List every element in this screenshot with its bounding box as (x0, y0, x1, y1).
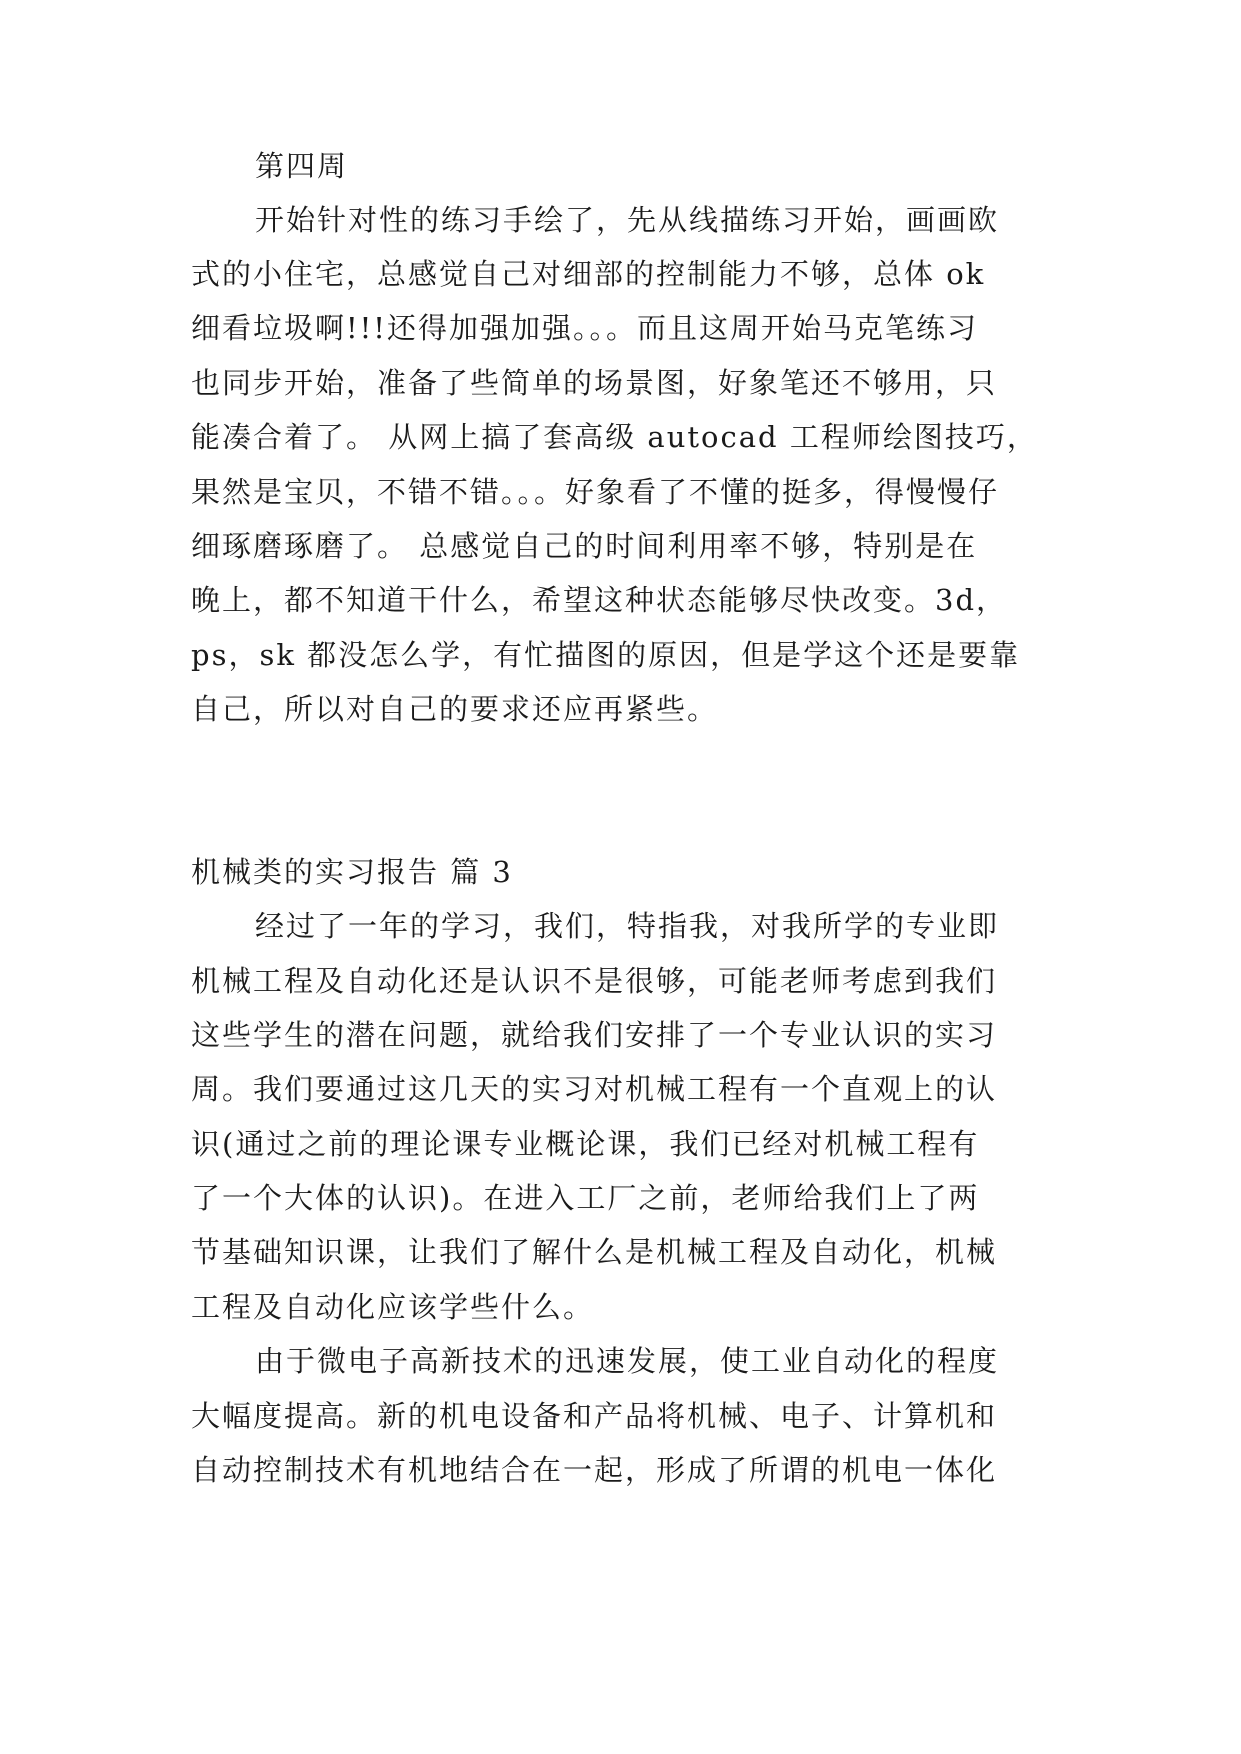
week4-line: 细看垃圾啊!!!还得加强加强。。。而且这周开始马克笔练习 (191, 311, 978, 345)
week4-line: ps，sk 都没怎么学，有忙描图的原因，但是学这个还是要靠 (191, 638, 1021, 672)
report3-p1-line: 节基础知识课，让我们了解什么是机械工程及自动化，机械 (191, 1235, 998, 1269)
week4-heading: 第四周 (255, 149, 349, 183)
week4-line: 也同步开始，准备了些简单的场景图，好象笔还不够用，只 (191, 366, 998, 400)
week4-line: 式的小住宅，总感觉自己对细部的控制能力不够，总体 ok (191, 257, 986, 291)
report3-p1-line: 经过了一年的学习，我们，特指我，对我所学的专业即 (255, 909, 1000, 943)
report3-p2-line: 自动控制技术有机地结合在一起，形成了所谓的机电一体化 (191, 1453, 998, 1487)
report3-p1-line: 工程及自动化应该学些什么。 (191, 1290, 595, 1324)
week4-line: 能凑合着了。 从网上搞了套高级 autocad 工程师绘图技巧， (191, 420, 1038, 454)
week4-line: 开始针对性的练习手绘了，先从线描练习开始，画画欧 (255, 203, 1000, 237)
report3-p1-line: 这些学生的潜在问题，就给我们安排了一个专业认识的实习 (191, 1018, 998, 1052)
week4-line: 晚上，都不知道干什么，希望这种状态能够尽快改变。3d， (191, 583, 1008, 617)
week4-line: 细琢磨琢磨了。 总感觉自己的时间利用率不够，特别是在 (191, 529, 978, 563)
report3-p1-line: 识(通过之前的理论课专业概论课，我们已经对机械工程有 (191, 1127, 980, 1161)
report3-p1-line: 了一个大体的认识)。在进入工厂之前，老师给我们上了两 (191, 1181, 980, 1215)
week4-line: 果然是宝贝，不错不错。。。好象看了不懂的挺多，得慢慢仔 (191, 475, 1000, 509)
report3-p2-line: 大幅度提高。新的机电设备和产品将机械、电子、计算机和 (191, 1399, 998, 1433)
report3-title: 机械类的实习报告 篇 3 (191, 855, 513, 889)
report3-p1-line: 机械工程及自动化还是认识不是很够，可能老师考虑到我们 (191, 964, 998, 998)
report3-p2-line: 由于微电子高新技术的迅速发展，使工业自动化的程度 (255, 1344, 1000, 1378)
week4-line: 自己，所以对自己的要求还应再紧些。 (191, 692, 719, 726)
report3-p1-line: 周。我们要通过这几天的实习对机械工程有一个直观上的认 (191, 1072, 998, 1106)
document-body (191, 0, 1051, 1754)
